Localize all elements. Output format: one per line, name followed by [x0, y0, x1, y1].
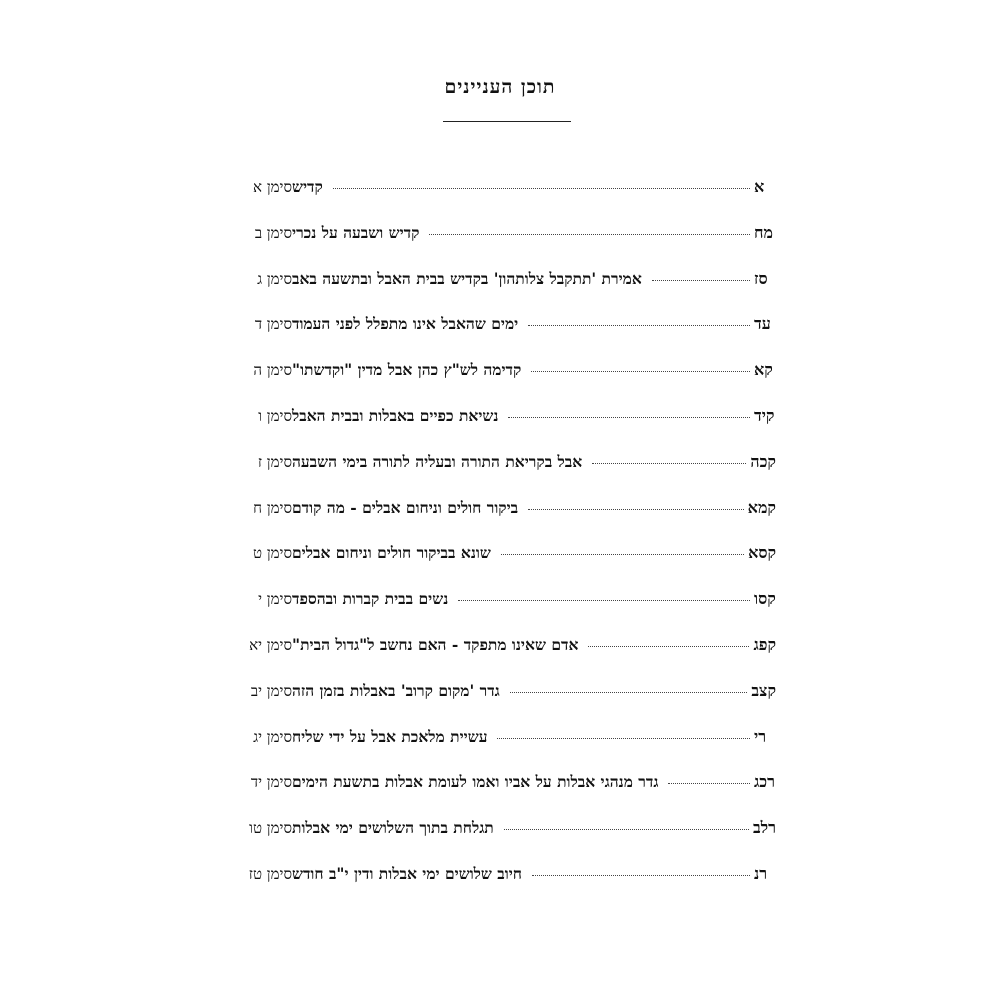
page-number: רי	[754, 726, 767, 746]
entry-topic: קדימה לש"ץ כהן אבל מדין "וקדשתו"	[292, 360, 522, 380]
entry-topic: נשים בבית קברות ובהספד	[292, 589, 449, 609]
toc-entry	[228, 582, 776, 628]
entry-topic: ימים שהאבל אינו מתפלל לפני העמוד	[292, 314, 519, 334]
dot-leader	[510, 692, 748, 693]
siman-number: סימן ג	[257, 269, 292, 288]
page-number: קצב	[751, 680, 776, 700]
dot-leader	[497, 738, 750, 739]
toc-entry	[228, 445, 776, 491]
toc-entry	[228, 491, 776, 537]
toc-entry	[228, 857, 776, 903]
siman-number: סימן י	[258, 590, 292, 609]
toc-entry	[228, 353, 776, 399]
page-number: א	[754, 177, 765, 196]
siman-number: סימן יב	[250, 681, 292, 700]
toc-entry	[228, 720, 776, 766]
page-number: רכג	[754, 772, 775, 792]
siman-number: סימן ה	[253, 361, 292, 380]
dot-leader	[528, 325, 750, 326]
toc-entry	[228, 536, 776, 582]
siman-number: סימן טו	[249, 819, 292, 838]
page-number: קכה	[750, 451, 776, 471]
siman-number: סימן ח	[253, 498, 292, 517]
siman-number: סימן ד	[254, 315, 292, 334]
entry-topic: אמירת 'תתקבל צלותהון' בקדיש בבית האבל ובתשעה באב	[292, 268, 642, 288]
page-number: קיד	[754, 405, 775, 425]
dot-leader	[592, 463, 746, 464]
toc-entry	[228, 307, 776, 353]
title-underline	[443, 121, 571, 122]
dot-leader	[504, 829, 749, 830]
dot-leader	[668, 783, 750, 784]
dot-leader	[531, 371, 750, 372]
entry-topic: גדר מנהגי אבלות על אביו ואמו לעומת אבלות בתשעת הימים	[292, 772, 659, 792]
siman-number: סימן ז	[257, 452, 292, 471]
siman-number: סימן א	[253, 178, 292, 196]
dot-leader	[501, 554, 744, 555]
page-number: קמא	[747, 497, 776, 517]
entry-topic: חיוב שלושים ימי אבלות ודין י"ב חודש	[292, 863, 522, 883]
dot-leader	[333, 188, 750, 189]
dot-leader	[528, 509, 744, 510]
dot-leader	[458, 600, 750, 601]
dot-leader	[532, 875, 750, 876]
toc-entry	[228, 674, 776, 720]
toc-entry	[228, 262, 776, 308]
page-number: עד	[754, 314, 771, 334]
dot-leader	[652, 280, 750, 281]
siman-number: סימן ו	[258, 406, 292, 425]
entry-topic: שונא בביקור חולים וניחום אבלים	[292, 543, 491, 563]
page-number: קפג	[753, 634, 776, 654]
entry-topic: נשיאת כפיים באבלות ובבית האבל	[292, 405, 499, 425]
page-number: קא	[754, 360, 773, 380]
entry-topic: אדם שאינו מתפקד - האם נחשב ל"גדול הבית"	[292, 634, 579, 654]
entry-topic: עשיית מלאכת אבל על ידי שליח	[292, 726, 488, 746]
toc-entry	[228, 216, 776, 262]
siman-number: סימן טז	[248, 864, 292, 883]
page-number: רלב	[752, 818, 776, 838]
toc-entry	[228, 765, 776, 811]
siman-number: סימן יא	[249, 635, 292, 654]
entry-topic: ביקור חולים וניחום אבלים - מה קודם	[292, 497, 519, 517]
page-number: סז	[754, 268, 768, 288]
toc-entry	[228, 811, 776, 857]
toc-list	[228, 170, 776, 903]
entry-topic: גדר 'מקום קרוב' באבלות בזמן הזה	[292, 680, 500, 700]
entry-topic: אבל בקריאת התורה ובעליה לתורה בימי השבעה	[292, 451, 583, 471]
entry-topic: קדיש	[292, 177, 323, 196]
page-title: תוכן העניינים	[444, 76, 556, 98]
page-number: רנ	[754, 863, 768, 883]
entry-topic: קדיש ושבעה על נכרי	[292, 222, 420, 242]
page-number: קסא	[748, 543, 776, 563]
siman-number: סימן יג	[253, 727, 292, 746]
dot-leader	[588, 646, 749, 647]
page-number: קסו	[754, 589, 776, 609]
toc-entry	[228, 170, 776, 216]
toc-entry	[228, 628, 776, 674]
dot-leader	[429, 234, 750, 235]
dot-leader	[508, 417, 750, 418]
entry-topic: תגלחת בתוך השלושים ימי אבלות	[292, 818, 494, 838]
siman-number: סימן ב	[254, 223, 292, 242]
toc-entry	[228, 399, 776, 445]
siman-number: סימן יד	[250, 773, 292, 792]
page-number: מח	[754, 222, 773, 242]
siman-number: סימן ט	[252, 544, 292, 563]
